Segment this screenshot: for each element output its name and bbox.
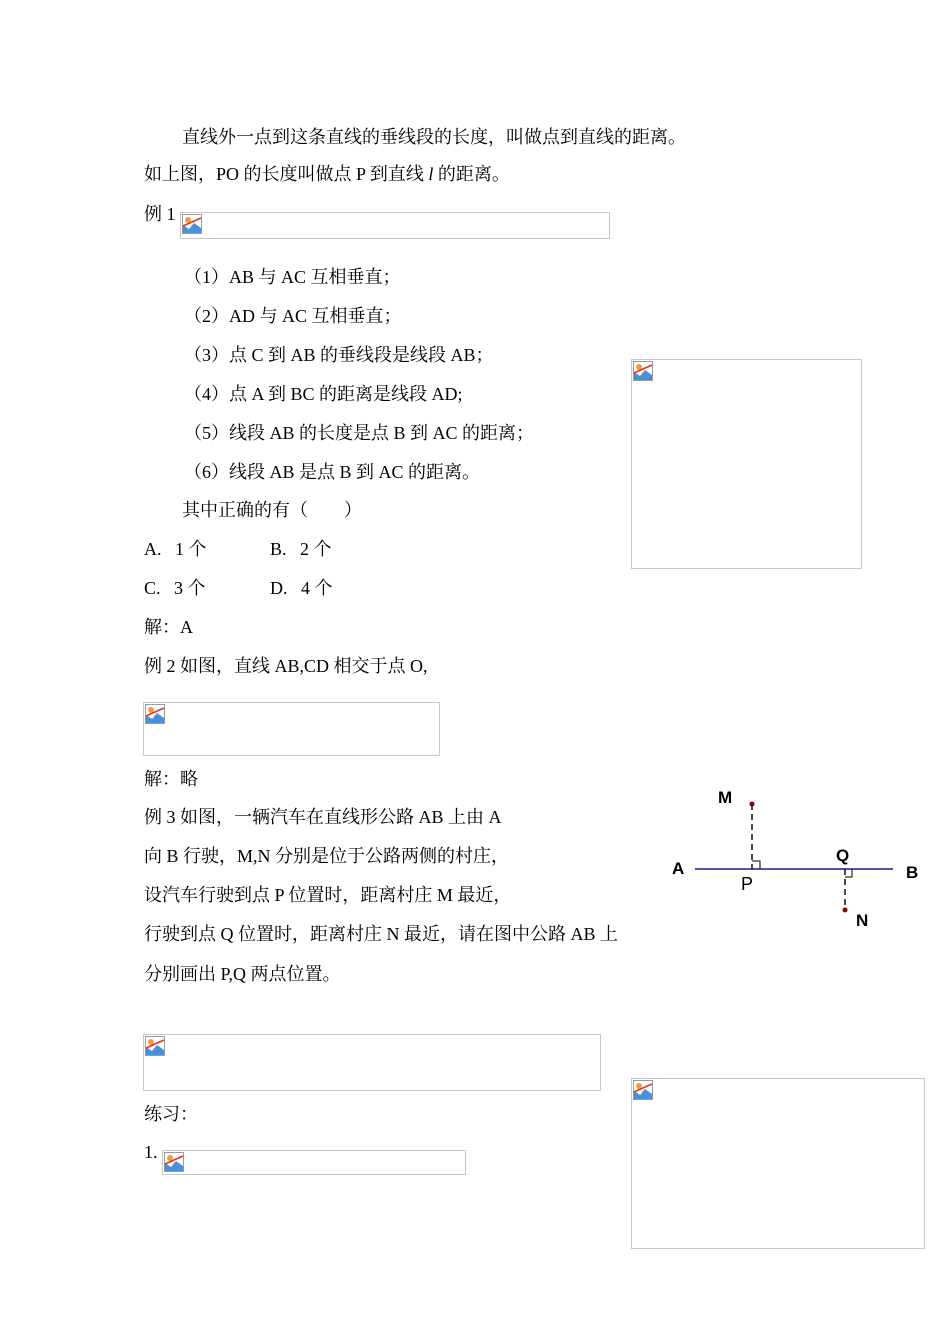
example3-line-3: 设汽车行驶到点 P 位置时，距离村庄 M 最近， xyxy=(144,885,512,905)
right-angle-p xyxy=(752,861,760,869)
statement-6: （6）线段 AB 是点 B 到 AC 的距离。 xyxy=(184,462,481,482)
practice-label: 练习： xyxy=(144,1104,198,1124)
example1-question-image xyxy=(180,212,610,239)
broken-image-icon xyxy=(145,704,165,724)
option-a: A. 1 个 xyxy=(144,539,207,559)
label-p: P xyxy=(741,874,754,894)
example3-line-5: 分别画出 P,Q 两点位置。 xyxy=(144,964,341,984)
statement-3: （3）点 C 到 AB 的垂线段是线段 AB； xyxy=(184,345,494,365)
broken-image-icon xyxy=(145,1036,165,1056)
practice-item-1-number: 1. xyxy=(144,1142,158,1162)
label-m: M xyxy=(718,788,733,807)
statement-5: （5）线段 AB 的长度是点 B 到 AC 的距离； xyxy=(184,423,535,443)
example2-image xyxy=(143,702,440,756)
statement-1: （1）AB 与 AC 互相垂直； xyxy=(184,267,401,287)
statement-2: （2）AD 与 AC 互相垂直； xyxy=(184,306,402,326)
practice-figure-image xyxy=(631,1078,925,1249)
example3-line-2: 向 B 行驶，M,N 分别是位于公路两侧的村庄， xyxy=(144,846,510,866)
broken-image-icon xyxy=(633,1080,653,1100)
note-text: 如上图，PO 的长度叫做点 P 到直线 l 的距离。 xyxy=(144,164,510,184)
example1-answer: 解：A xyxy=(144,617,193,637)
example1-figure-image xyxy=(631,359,862,569)
statement-4: （4）点 A 到 BC 的距离是线段 AD; xyxy=(184,384,463,404)
line-variable: l xyxy=(428,164,434,184)
example3-line-1: 例 3 如图，一辆汽车在直线形公路 AB 上由 A xyxy=(144,807,502,827)
point-n xyxy=(843,908,848,913)
example3-line-4: 行驶到点 Q 位置时，距离村庄 N 最近，请在图中公路 AB 上 xyxy=(144,924,619,944)
practice-item-1-image xyxy=(162,1150,466,1175)
definition-text: 直线外一点到这条直线的垂线段的长度，叫做点到直线的距离。 xyxy=(182,127,686,147)
right-angle-q xyxy=(845,869,852,877)
label-b: B xyxy=(906,863,919,882)
example1-label: 例 1 xyxy=(144,204,176,224)
option-c: C. 3 个 xyxy=(144,578,206,598)
example2-text: 例 2 如图，直线 AB,CD 相交于点 O, xyxy=(144,656,428,676)
broken-image-icon xyxy=(164,1152,184,1172)
point-m xyxy=(750,802,755,807)
option-b: B. 2 个 xyxy=(270,539,332,559)
label-q: Q xyxy=(836,846,850,865)
option-d: D. 4 个 xyxy=(270,578,333,598)
road-diagram xyxy=(660,780,930,940)
example3-solution-image xyxy=(143,1034,601,1091)
example2-answer: 解：略 xyxy=(144,769,198,789)
broken-image-icon xyxy=(182,214,202,234)
label-a: A xyxy=(672,859,685,878)
label-n: N xyxy=(856,911,869,930)
example1-question: 其中正确的有（ ） xyxy=(182,500,362,520)
broken-image-icon xyxy=(633,361,653,381)
